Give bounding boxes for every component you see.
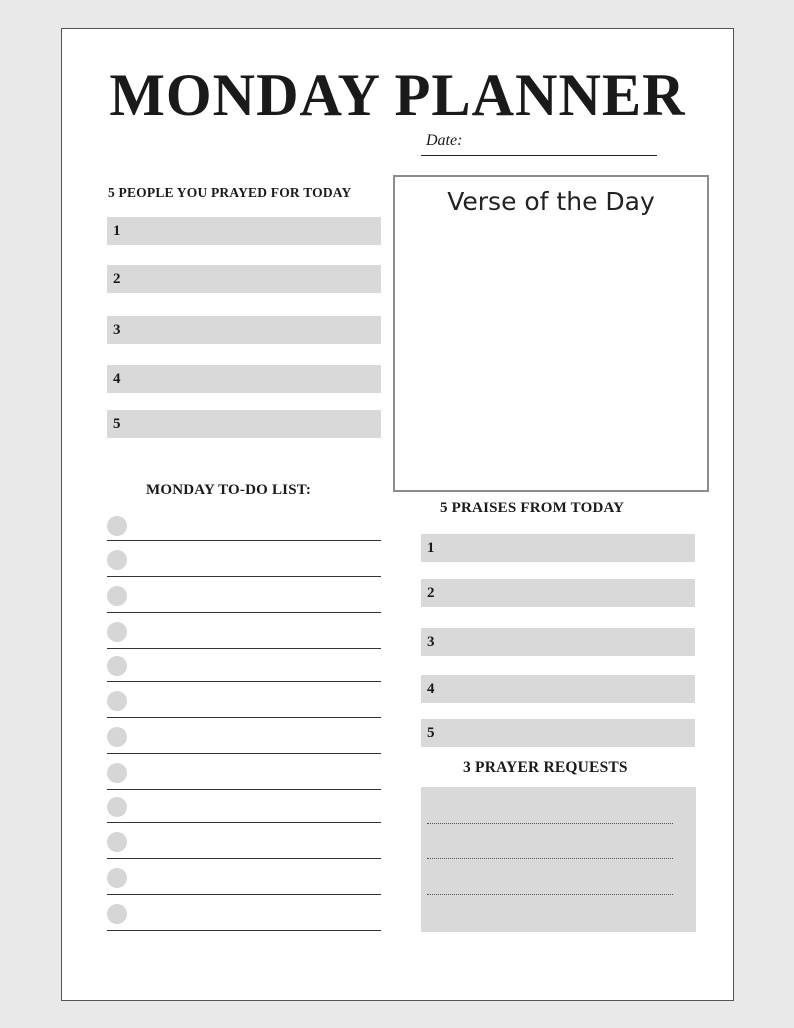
todo-checkbox[interactable]: [107, 691, 127, 711]
todo-checkbox[interactable]: [107, 797, 127, 817]
todo-checkbox[interactable]: [107, 586, 127, 606]
todo-heading: MONDAY TO-DO LIST:: [146, 482, 312, 498]
praise-row-number: 4: [427, 681, 435, 697]
people-row-number: 4: [113, 371, 121, 387]
people-row-3[interactable]: [107, 316, 381, 344]
todo-line[interactable]: [107, 822, 381, 823]
prayer-request-line[interactable]: [427, 894, 673, 895]
todo-line[interactable]: [107, 717, 381, 718]
people-row-5[interactable]: [107, 410, 381, 438]
people-row-2[interactable]: [107, 265, 381, 293]
todo-line[interactable]: [107, 789, 381, 790]
todo-checkbox[interactable]: [107, 763, 127, 783]
people-heading: 5 PEOPLE YOU PRAYED FOR TODAY: [108, 185, 352, 200]
praise-row-2[interactable]: [421, 579, 695, 607]
todo-line[interactable]: [107, 612, 381, 613]
todo-line[interactable]: [107, 753, 381, 754]
date-label: Date:: [426, 132, 463, 149]
prayer-requests-box[interactable]: [421, 787, 696, 932]
todo-checkbox[interactable]: [107, 550, 127, 570]
prayer-request-line[interactable]: [427, 823, 673, 824]
verse-title: Verse of the Day: [447, 187, 655, 216]
todo-line[interactable]: [107, 648, 381, 649]
praises-heading: 5 PRAISES FROM TODAY: [440, 500, 625, 516]
todo-checkbox[interactable]: [107, 904, 127, 924]
todo-line[interactable]: [107, 540, 381, 541]
page-title: MONDAY PLANNER: [109, 62, 686, 128]
prayer-requests-heading: 3 PRAYER REQUESTS: [463, 759, 628, 776]
praise-row-4[interactable]: [421, 675, 695, 703]
todo-checkbox[interactable]: [107, 656, 127, 676]
praise-row-number: 3: [427, 634, 435, 650]
people-row-4[interactable]: [107, 365, 381, 393]
praise-row-number: 1: [427, 540, 435, 556]
verse-box[interactable]: [393, 175, 709, 492]
todo-checkbox[interactable]: [107, 516, 127, 536]
praise-row-1[interactable]: [421, 534, 695, 562]
todo-line[interactable]: [107, 858, 381, 859]
praise-row-number: 2: [427, 585, 435, 601]
people-row-1[interactable]: [107, 217, 381, 245]
todo-checkbox[interactable]: [107, 832, 127, 852]
date-field[interactable]: [421, 155, 657, 156]
prayer-request-line[interactable]: [427, 858, 673, 859]
people-row-number: 1: [113, 223, 121, 239]
todo-checkbox[interactable]: [107, 727, 127, 747]
todo-checkbox[interactable]: [107, 622, 127, 642]
todo-line[interactable]: [107, 894, 381, 895]
todo-line[interactable]: [107, 681, 381, 682]
todo-line[interactable]: [107, 576, 381, 577]
people-row-number: 2: [113, 271, 121, 287]
praise-row-5[interactable]: [421, 719, 695, 747]
people-row-number: 5: [113, 416, 121, 432]
planner-page: [61, 28, 734, 1001]
todo-line[interactable]: [107, 930, 381, 931]
praise-row-number: 5: [427, 725, 435, 741]
todo-checkbox[interactable]: [107, 868, 127, 888]
praise-row-3[interactable]: [421, 628, 695, 656]
people-row-number: 3: [113, 322, 121, 338]
